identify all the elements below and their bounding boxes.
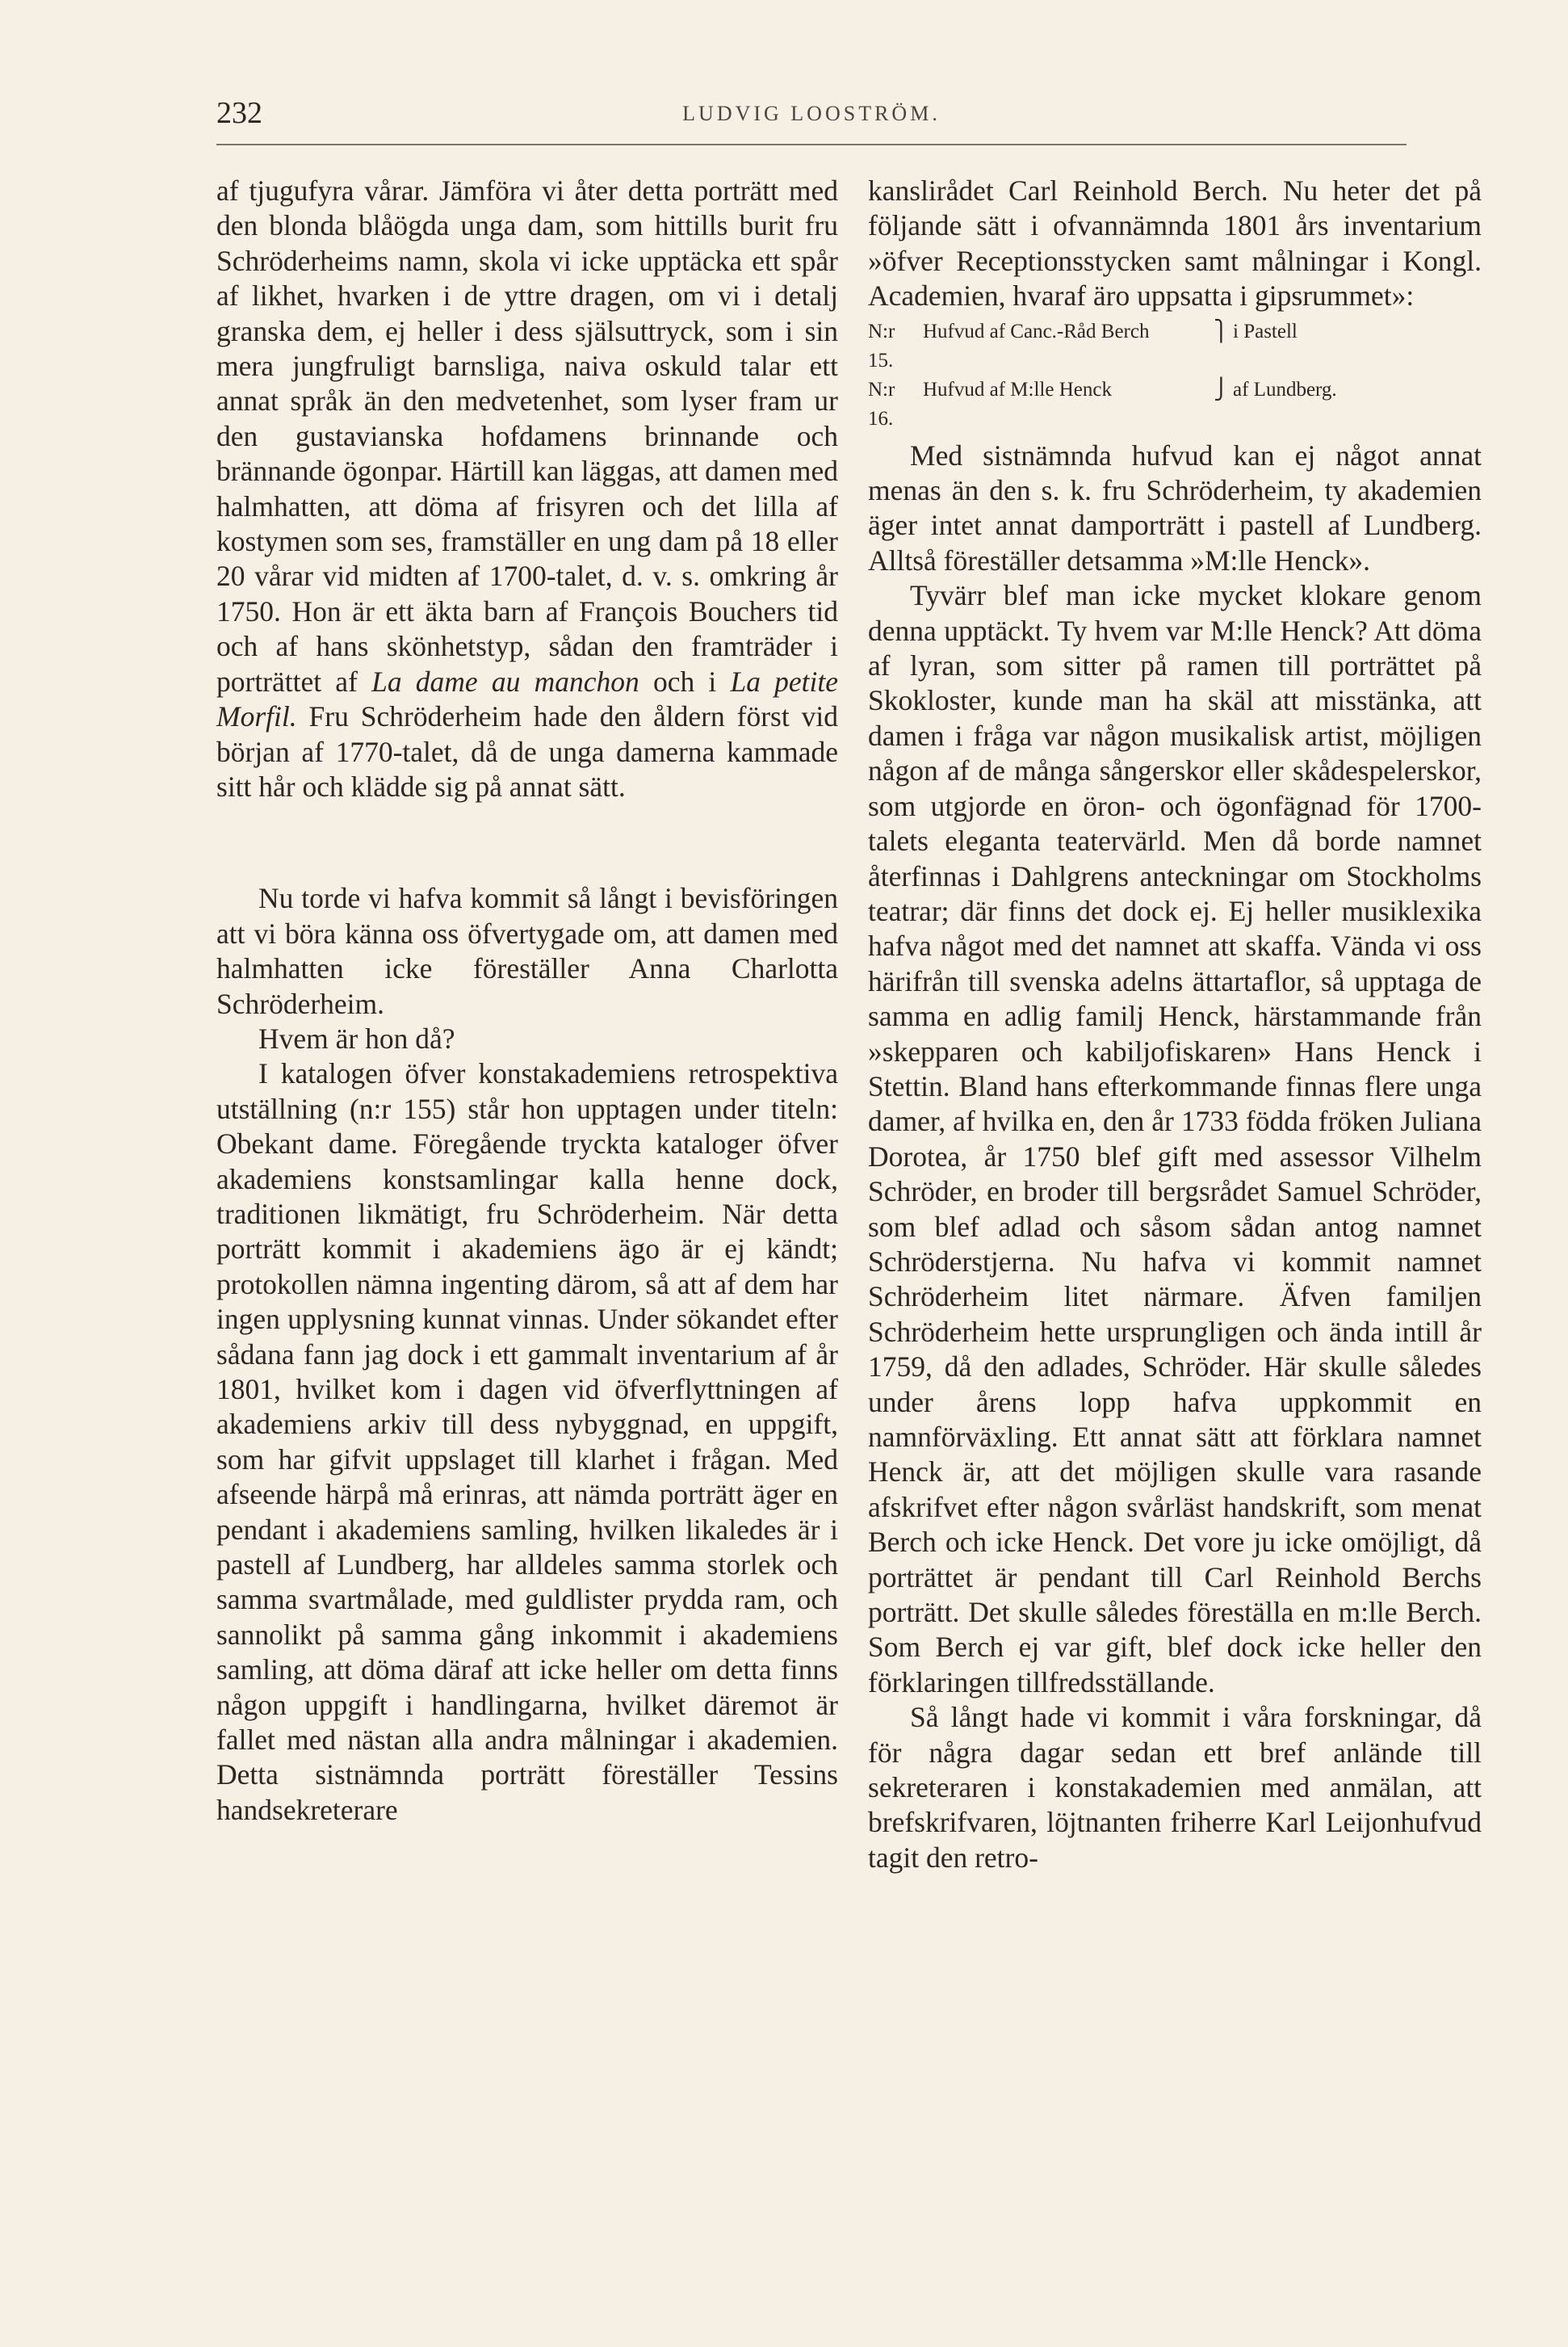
paragraph-text: och i: [652, 665, 717, 698]
artwork-title: La petite Morfil.: [216, 665, 839, 733]
paragraph: Hvem är hon då?: [258, 1022, 455, 1055]
paragraph: kanslirådet Carl Reinhold Berch. Nu heter det på följande sätt i ofvannämnda 1801 års inventarium »öfver Receptionsstycken samt målningar i Kongl. Academien, hvaraf äro uppsatta i gipsrummet»:: [868, 174, 1482, 313]
paragraph: I katalogen öfver konstakademiens retrospektiva utställning (n:r 155) står hon upptagen under titeln: Obekant dame. Föregående tryckta kataloger öfver akademiens konstsamlingar kalla henne dock, traditionen likmätigt, fru Schröderheim. När detta porträtt kommit i akademiens ägo är ej kändt; protokollen nämna ingenting därom, så att af dem har ingen upplysning kunnat vinnas. Under sökandet efter sådana fann jag dock i ett gammalt inventarium af år 1801, hvilket kom i dagen vid öfverflyttningen af akademiens arkiv till dess nybyggnad, en uppgift, som har gifvit uppslaget till klarhet i frågan. Med afseende härpå må erinras, att nämda porträtt äger en pendant i akademiens samling, hvilken likaledes är i pastell af Lundberg, har alldeles samma storlek och samma svartmålade, med guldlister prydda ram, och sannolikt på samma gång inkommit i akademiens samling, att döma däraf att icke heller om detta finns någon uppgift i handlingarna, hvilket däremot är fallet med nästan alla andra målningar i akademien. Detta sistnämnda porträtt föreställer Tessins handsekreterare: [216, 1057, 838, 1826]
paragraph: [216, 174, 838, 804]
inventory-number: N:r 16.: [868, 378, 895, 430]
right-column: [868, 174, 1482, 1875]
paragraph: Med sistnämnda hufvud kan ej något annat menas än den s. k. fru Schröderheim, ty akademien äger intet annat damporträtt i pastell af Lundberg. Alltså föreställer detsamma »M:lle Henck».: [868, 439, 1482, 577]
inventory-row: [868, 317, 1482, 376]
paragraph: Så långt hade vi kommit i våra forskningar, då för några dagar sedan ett bref anlände till sekreteraren i konstakademien med anmälan, att brefskrifvaren, löjtnanten friherre Karl Leijonhufvud tagit den retro-: [868, 1701, 1482, 1874]
inventory-number: N:r 15.: [868, 320, 895, 372]
section-gap: [216, 804, 838, 881]
paragraph: Tyvärr blef man icke mycket klokare genom denna upptäckt. Ty hvem var M:lle Henck? Att döma af lyran, som sitter på ramen till porträttet på Skokloster, kunde man ha skäl att misstänka, att damen i fråga var någon musikalisk artist, möjligen någon af de många sångerskor eller skådespelerskor, som utgjorde en öron- och ögonfägnad för 1700-talets eleganta teatervärld. Men då borde namnet återfinnas i Dahlgrens anteckningar om Stockholms teatrar; där finns det dock ej. Ej heller musiklexika hafva något med det namnet att skaffa. Vända vi oss härifrån till svenska adelns ättartaflor, så upptaga de samma en adlig familj Henck, härstammande från »skepparen och kabiljofiskaren» Hans Henck i Stettin. Bland hans efterkommande finnas flere unga damer, af hvilka en, den år 1733 födda fröken Juliana Dorotea, år 1750 blef gift med assessor Vilhelm Schröder, en broder till bergsrådet Samuel Schröder, som blef adlad och såsom sådan antog namnet Schröderstjerna. Nu hafva vi kommit namnet Schröderheim litet närmare. Äfven familjen Schröderheim hette ursprungligen och ända intill år 1759, då den adlades, Schröder. Här skulle således under årens lopp hafva uppkommit en namnförväxling. Ett annat sätt att förklara namnet Henck är, att det möjligen skulle vara rasande afskrifvet efter någon svårläst handskrift, som menat Berch och icke Henck. Det vore ju icke omöjligt, då porträttet är pendant till Carl Reinhold Berchs porträtt. Det skulle således föreställa en m:lle Berch. Som Berch ej var gift, blef dock icke heller den förklaringen tillfredsställande.: [868, 579, 1482, 1698]
brace: ⎫: [1214, 320, 1229, 342]
artwork-title: La dame au manchon: [371, 665, 639, 698]
brace: ⎭: [1214, 378, 1229, 401]
left-column: [216, 174, 838, 1828]
inventory-row: [868, 376, 1482, 434]
paragraph: Nu torde vi hafva kommit så långt i bevisföringen att vi böra känna oss öfvertygade om, att damen med halmhatten icke föreställer Anna Charlotta Schröderheim.: [216, 882, 838, 1020]
inventory-name: Hufvud af Canc.-Råd Berch: [923, 320, 1150, 342]
paragraph-text: af tjugufyra vårar. Jämföra vi åter detta porträtt med den blonda blåögda unga dam, som hittills burit fru Schröderheims namn, skola vi icke upptäcka ett spår af likhet, hvarken i de yttre dragen, om vi i detalj granska dem, ej heller i dess själsuttryck, som i sin mera jungfruligt barnsliga, naiva oskuld talar ett annat språk än den medvetenhet, som lyser fram ur den gustavianska hofdamens brinnande och brännande ögonpar. Härtill kan läggas, att damen med halmhatten, att döma af frisyren och det lilla af kostymen som ses, framställer en ung dam på 18 eller 20 vårar vid midten af 1700-talet, d. v. s. omkring år 1750. Hon är ett äkta barn af François Bouchers tid och af hans skönhetstyp, sådan den framträder i porträttet af: [216, 174, 838, 698]
page-header: [216, 95, 1407, 145]
page-number: 232: [216, 96, 262, 130]
inventory-list: [868, 317, 1482, 434]
inventory-name: Hufvud af M:lle Henck: [923, 378, 1112, 401]
inventory-medium: i Pastell: [1233, 320, 1298, 342]
running-head: LUDVIG LOOSTRÖM.: [682, 102, 941, 125]
paragraph-text: Fru Schröderheim hade den åldern först vid början af 1770-talet, då de unga damerna kammade sitt hår och klädde sig på annat sätt.: [216, 700, 838, 803]
inventory-artist: af Lundberg.: [1233, 378, 1337, 401]
